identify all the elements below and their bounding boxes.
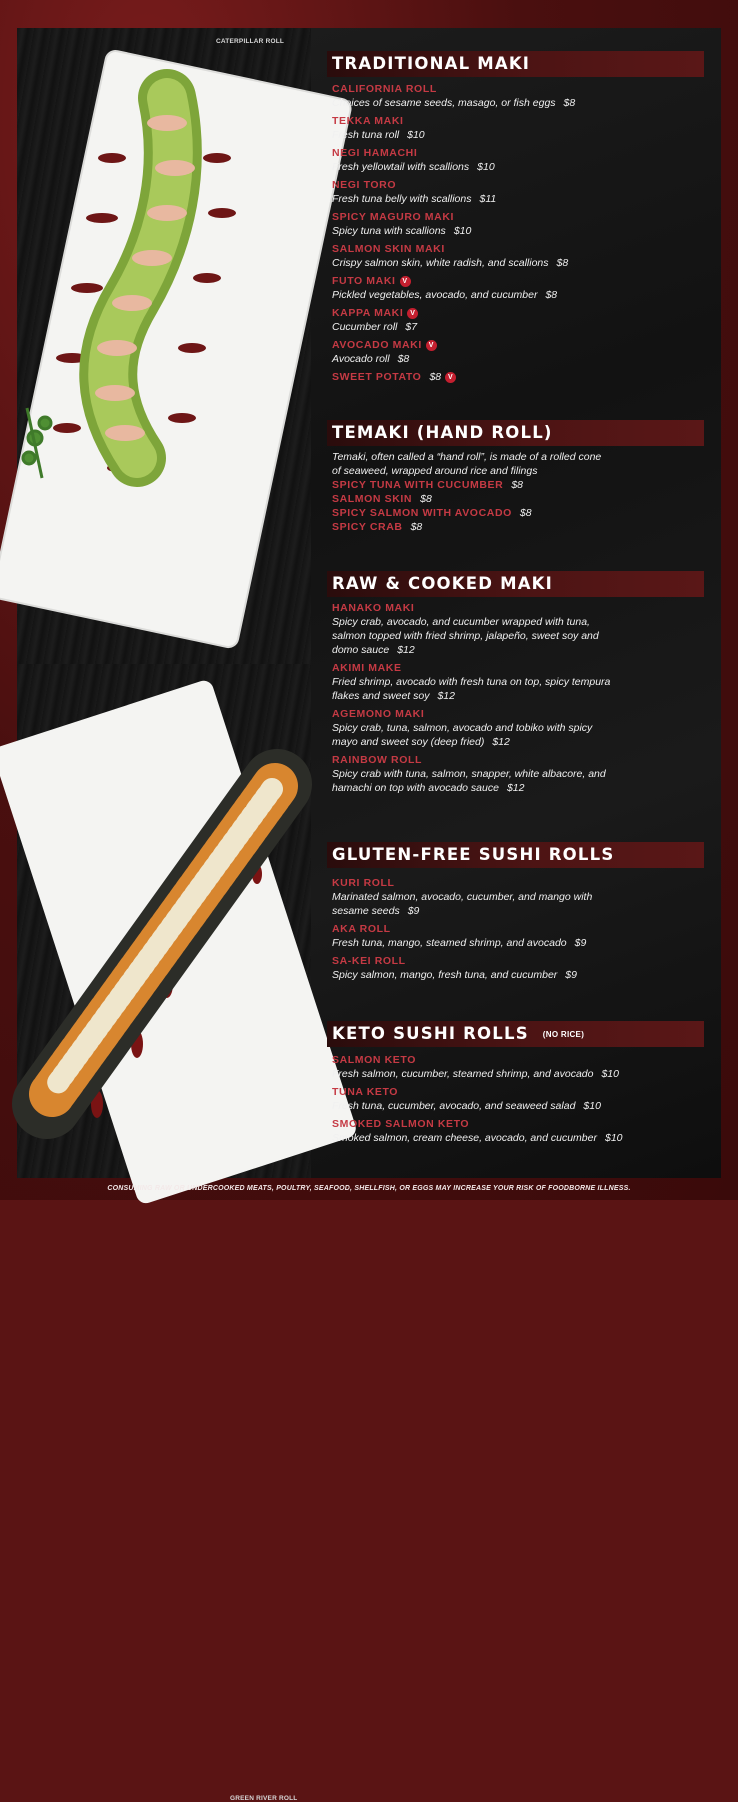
item-name: SPICY SALMON WITH AVOCADO <box>332 507 512 519</box>
item-name: TEKKA MAKI <box>332 115 404 127</box>
item-description-line: hamachi on top with avocado sauce <box>332 782 499 794</box>
item-name: SPICY CRAB <box>332 521 403 533</box>
caterpillar-roll-illustration <box>17 28 311 664</box>
item-price: $9 <box>565 969 577 981</box>
item-price: $8 <box>429 371 442 383</box>
item-description: Fresh salmon, cucumber, steamed shrimp, and avocado <box>332 1068 594 1080</box>
item-name: SA-KEI ROLL <box>332 955 406 967</box>
menu-item-sweet-potato <box>332 370 702 384</box>
gluten-free-title: GLUTEN-FREE SUSHI ROLLS <box>332 845 615 864</box>
item-price: $10 <box>477 161 495 173</box>
menu-item-negi-hamachi <box>332 146 702 174</box>
item-name: AKA ROLL <box>332 923 391 935</box>
item-price: $12 <box>397 644 415 656</box>
item-price: $7 <box>405 321 418 333</box>
menu-item-spicy-tuna-with-cucumber <box>332 478 702 492</box>
menu-item-tuna-keto <box>332 1085 702 1113</box>
item-price: $10 <box>601 1068 619 1080</box>
item-name: FUTO MAKI <box>332 275 396 287</box>
item-description: Avocado roll <box>332 353 390 365</box>
vegetarian-badge-icon: V <box>407 308 418 319</box>
keto-title-row <box>332 1021 584 1048</box>
menu-item-sa-kei-roll <box>332 954 702 982</box>
menu-item-negi-toro <box>332 178 702 206</box>
item-name: SALMON SKIN <box>332 493 413 505</box>
vegetarian-badge-icon: V <box>445 372 456 383</box>
item-name: KURI ROLL <box>332 877 395 889</box>
item-name: SALMON KETO <box>332 1054 416 1066</box>
item-name: SPICY TUNA WITH CUCUMBER <box>332 479 504 491</box>
item-name: TUNA KETO <box>332 1086 399 1098</box>
menu-item-avocado-maki <box>332 338 702 366</box>
temaki-list <box>332 450 702 534</box>
item-description-line: domo sauce <box>332 644 390 656</box>
item-name: KAPPA MAKI <box>332 307 404 319</box>
item-price: $8 <box>397 353 410 365</box>
item-name: AGEMONO MAKI <box>332 708 425 720</box>
keto-list <box>332 1053 702 1145</box>
menu-item-tekka-maki <box>332 114 702 142</box>
item-price: $9 <box>407 905 420 917</box>
item-description: Fresh tuna roll <box>332 129 400 141</box>
menu-item-rainbow-roll <box>332 753 702 795</box>
item-name: AKIMI MAKE <box>332 662 402 674</box>
green-river-roll-photo <box>17 664 311 1802</box>
item-name: SMOKED SALMON KETO <box>332 1118 470 1130</box>
item-description-line: flakes and sweet soy <box>332 690 430 702</box>
item-description-line: Marinated salmon, avocado, cucumber, and mango with <box>332 891 593 903</box>
menu-item-smoked-salmon-keto <box>332 1117 702 1145</box>
menu-item-salmon-skin-maki <box>332 242 702 270</box>
item-description-line: Spicy crab, avocado, and cucumber wrapped with tuna, <box>332 616 590 628</box>
menu-item-agemono-maki <box>332 707 702 749</box>
temaki-intro-line-2: of seaweed, wrapped around rice and filings <box>332 465 538 477</box>
raw-cooked-maki-title: RAW & COOKED MAKI <box>332 574 553 593</box>
temaki-intro-line-1: Temaki, often called a “hand roll”, is made of a rolled cone <box>332 451 602 463</box>
caterpillar-roll-photo <box>17 28 311 664</box>
item-price: $10 <box>583 1100 601 1112</box>
item-description: Spicy tuna with scallions <box>332 225 446 237</box>
item-price: $10 <box>453 225 472 237</box>
photo-caption-bottom: GREEN RIVER ROLL <box>230 1795 298 1802</box>
traditional-maki-title: TRADITIONAL MAKI <box>332 54 531 73</box>
item-price: $12 <box>437 690 455 702</box>
menu-item-hanako-maki <box>332 601 702 657</box>
item-name: HANAKO MAKI <box>332 602 415 614</box>
item-name: RAINBOW ROLL <box>332 754 423 766</box>
gluten-free-list <box>332 876 702 982</box>
green-river-roll-illustration <box>17 664 311 1178</box>
item-name: SPICY MAGURO MAKI <box>332 211 455 223</box>
item-name: SWEET POTATO <box>332 371 422 383</box>
item-price: $8 <box>563 97 576 109</box>
item-description-line: Spicy crab, tuna, salmon, avocado and tobiko with spicy <box>332 722 593 734</box>
item-description: Fresh tuna, cucumber, avocado, and seaweed salad <box>332 1100 576 1112</box>
item-description-line: Fried shrimp, avocado with fresh tuna on top, spicy tempura <box>332 676 611 688</box>
item-description-line: Fresh tuna, mango, steamed shrimp, and avocado <box>332 937 567 949</box>
item-description: Crispy salmon skin, white radish, and scallions <box>332 257 549 269</box>
item-price: $10 <box>407 129 425 141</box>
item-description-line: sesame seeds <box>332 905 400 917</box>
item-price: $8 <box>556 257 569 269</box>
menu-item-spicy-maguro-maki <box>332 210 702 238</box>
temaki-title: TEMAKI (HAND ROLL) <box>332 423 553 442</box>
keto-title: KETO SUSHI ROLLS <box>332 1024 529 1043</box>
item-price: $8 <box>545 289 558 301</box>
item-price: $8 <box>410 521 423 533</box>
menu-item-kappa-maki <box>332 306 702 334</box>
item-description: Fresh tuna belly with scallions <box>332 193 472 205</box>
item-description-line: Spicy crab with tuna, salmon, snapper, white albacore, and <box>332 768 606 780</box>
menu-item-salmon-skin <box>332 492 702 506</box>
item-description: Fresh yellowtail with scallions <box>332 161 470 173</box>
menu-item-salmon-keto <box>332 1053 702 1081</box>
vegetarian-badge-icon: V <box>400 276 411 287</box>
item-price: $8 <box>511 479 524 491</box>
item-description: Choices of sesame seeds, masago, or fish eggs <box>332 97 556 109</box>
item-name: SALMON SKIN MAKI <box>332 243 445 255</box>
item-description: Cucumber roll <box>332 321 398 333</box>
item-name: NEGI HAMACHI <box>332 147 418 159</box>
item-price: $11 <box>479 193 497 205</box>
keto-note: (NO RICE) <box>542 1029 585 1039</box>
menu-item-kuri-roll <box>332 876 702 918</box>
menu-item-california-roll <box>332 82 702 110</box>
menu-item-aka-roll <box>332 922 702 950</box>
item-price: $8 <box>519 507 532 519</box>
menu-item-akimi-make <box>332 661 702 703</box>
item-description: Pickled vegetables, avocado, and cucumber <box>332 289 538 301</box>
item-description-line: mayo and sweet soy (deep fried) <box>332 736 485 748</box>
item-price: $10 <box>604 1132 623 1144</box>
item-description-line: salmon topped with fried shrimp, jalapeño, sweet soy and <box>332 630 599 642</box>
item-price: $12 <box>492 736 510 748</box>
item-name: CALIFORNIA ROLL <box>332 83 437 95</box>
menu-item-spicy-salmon-with-avocado <box>332 506 702 520</box>
item-price: $8 <box>420 493 432 505</box>
menu-item-futo-maki <box>332 274 702 302</box>
item-description: Smoked salmon, cream cheese, avocado, and cucumber <box>332 1132 597 1144</box>
item-price: $9 <box>574 937 587 949</box>
menu-item-spicy-crab <box>332 520 702 534</box>
photo-caption-top: CATERPILLAR ROLL <box>216 38 285 45</box>
item-description-line: Spicy salmon, mango, fresh tuna, and cucumber <box>332 969 558 981</box>
foodborne-illness-disclaimer: CONSUMING RAW OR UNDERCOOKED MEATS, POULTRY, SEAFOOD, SHELLFISH, OR EGGS MAY INCREASE YOUR RISK OF FOODBORNE ILLNESS. <box>107 1185 631 1192</box>
item-price: $12 <box>506 782 525 794</box>
vegetarian-badge-icon: V <box>426 340 437 351</box>
item-name: NEGI TORO <box>332 179 397 191</box>
item-name: AVOCADO MAKI <box>332 339 422 351</box>
raw-cooked-maki-list <box>332 601 702 795</box>
traditional-maki-list <box>332 82 702 384</box>
